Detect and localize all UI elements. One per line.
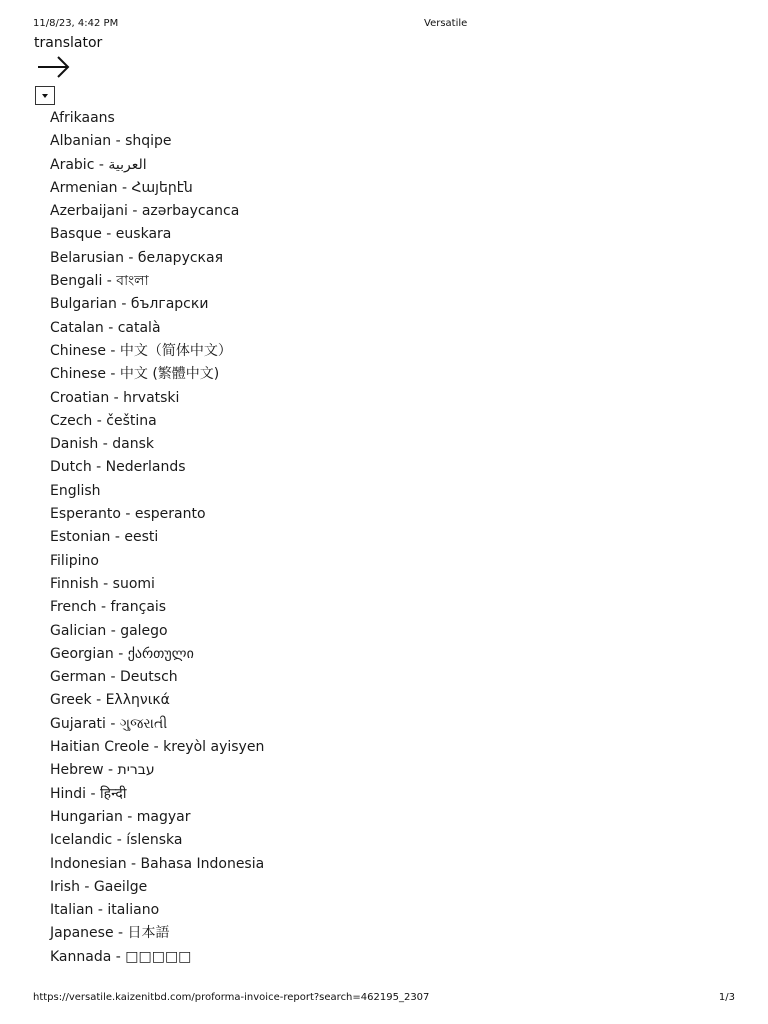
language-option[interactable]: Armenian - Հայերէն xyxy=(50,179,193,196)
language-option[interactable]: Irish - Gaeilge xyxy=(50,878,148,895)
language-option[interactable]: Esperanto - esperanto xyxy=(50,506,206,523)
language-option[interactable]: Czech - čeština xyxy=(50,412,157,429)
print-header xyxy=(33,17,735,31)
chevron-down-icon xyxy=(42,94,48,98)
arrow-right-icon[interactable] xyxy=(36,55,72,79)
language-option[interactable]: Bulgarian - български xyxy=(50,296,209,313)
language-option[interactable]: Croatian - hrvatski xyxy=(50,389,180,406)
language-option[interactable]: Italian - italiano xyxy=(50,902,160,919)
language-option[interactable]: Catalan - català xyxy=(50,319,161,336)
language-option[interactable]: Dutch - Nederlands xyxy=(50,459,186,476)
print-site-title: Versatile xyxy=(424,18,468,29)
print-page-number: 1/3 xyxy=(718,992,735,1003)
language-option[interactable]: Japanese - 日本語 xyxy=(50,925,170,942)
language-option[interactable]: Danish - dansk xyxy=(50,436,154,453)
language-options-list xyxy=(50,107,264,969)
language-option[interactable]: Kannada - □□□□□ xyxy=(50,948,192,965)
print-datetime: 11/8/23, 4:42 PM xyxy=(33,18,119,29)
language-option[interactable]: Icelandic - íslenska xyxy=(50,832,183,849)
language-option[interactable]: Hebrew - עברית xyxy=(50,762,155,779)
language-option[interactable]: Azerbaijani - azərbaycanca xyxy=(50,203,240,220)
language-option[interactable]: Belarusian - беларуская xyxy=(50,249,224,266)
language-option[interactable]: Chinese - 中文（简体中文） xyxy=(50,342,232,359)
language-option[interactable]: Greek - Ελληνικά xyxy=(50,692,170,709)
language-option[interactable]: Afrikaans xyxy=(50,110,115,126)
language-option[interactable]: Indonesian - Bahasa Indonesia xyxy=(50,855,265,872)
language-option[interactable]: English xyxy=(50,482,101,499)
language-option[interactable]: Gujarati - ગુજરાતી xyxy=(50,715,168,732)
language-option[interactable]: German - Deutsch xyxy=(50,669,178,686)
language-option[interactable]: Georgian - ქართული xyxy=(50,645,194,662)
language-option[interactable]: Basque - euskara xyxy=(50,226,172,243)
language-option[interactable]: Albanian - shqipe xyxy=(50,133,172,150)
language-option[interactable]: Hindi - हिन्दी xyxy=(50,785,127,802)
language-option[interactable]: Bengali - বাংলা xyxy=(50,273,149,290)
language-option[interactable]: Filipino xyxy=(50,552,99,569)
language-option[interactable]: Chinese - 中文 (繁體中文) xyxy=(50,366,220,383)
translator-label: translator xyxy=(34,35,103,51)
language-option[interactable]: Galician - galego xyxy=(50,622,168,639)
print-footer xyxy=(33,991,735,1005)
language-option[interactable]: Finnish - suomi xyxy=(50,575,155,592)
language-option[interactable]: Haitian Creole - kreyòl ayisyen xyxy=(50,739,265,756)
language-select-dropdown[interactable] xyxy=(35,86,55,105)
language-option[interactable]: French - français xyxy=(50,599,167,616)
print-page-url: https://versatile.kaizenitbd.com/proforma-invoice-report?search=462195_2307 xyxy=(33,992,430,1003)
language-option[interactable]: Arabic - العربية xyxy=(50,156,147,173)
language-option[interactable]: Hungarian - magyar xyxy=(50,808,191,825)
language-option[interactable]: Estonian - eesti xyxy=(50,529,159,546)
